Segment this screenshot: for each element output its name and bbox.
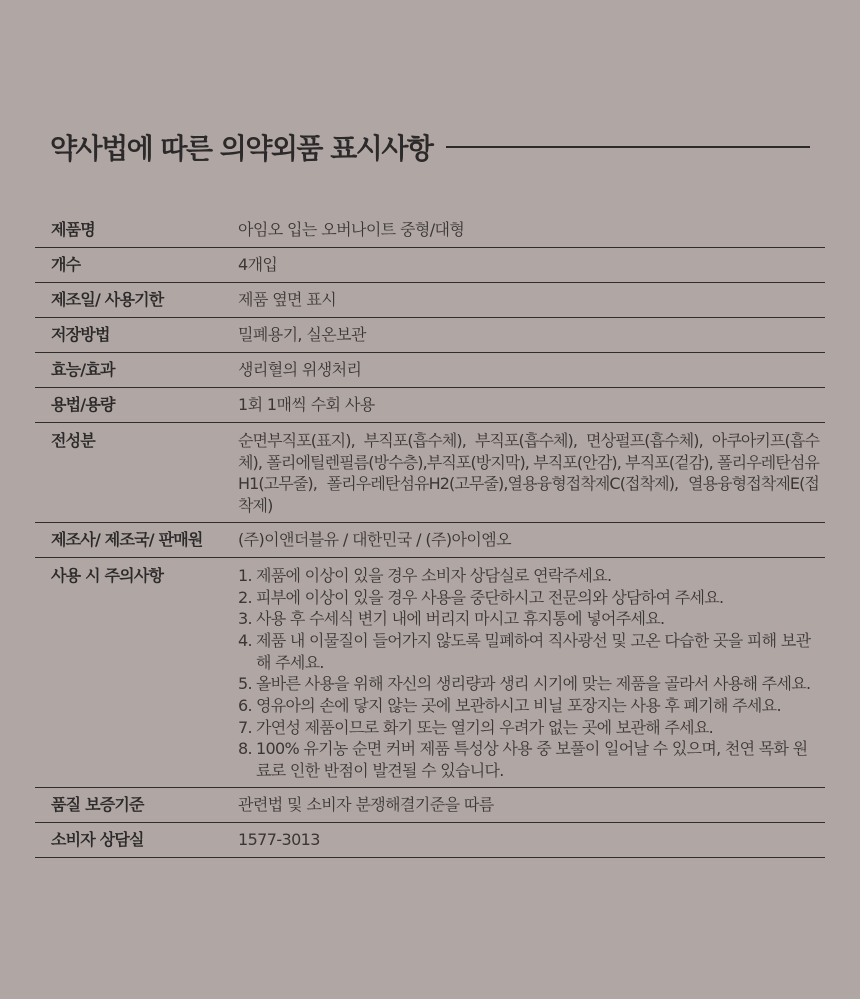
ingredients-text: 순면부직포(표지), 부직포(흡수체), 부직포(흡수체), 면상펄프(흡수체), 아쿠아키프(흡수체), 폴리에틸렌필름(방수층),부직포(방지막), 부직포(안감), 부직포(겉감), 폴리우레탄섬유H1(고무줄), 폴리우레탄섬유H2(고무줄),열용융형접착제C(접착제), 열용융형접착제E(접착제) bbox=[238, 431, 819, 516]
list-item-number: 4. bbox=[238, 630, 252, 650]
list-item-text: 제품 내 이물질이 들어가지 않도록 밀폐하여 직사광선 및 고온 다습한 곳을 피해 보관해 주세요. bbox=[256, 630, 811, 672]
list-item bbox=[238, 608, 819, 630]
row-label: 소비자 상담실 bbox=[51, 829, 144, 849]
row-label: 제조일/ 사용기한 bbox=[51, 290, 164, 309]
list-item bbox=[238, 587, 819, 609]
info-table bbox=[35, 213, 825, 858]
row-value: 아임오 입는 오버나이트 중형/대형 bbox=[238, 220, 465, 239]
list-item bbox=[238, 695, 819, 717]
title-divider bbox=[446, 146, 810, 148]
table-row-ingredients bbox=[35, 423, 825, 523]
row-label: 저장방법 bbox=[51, 325, 110, 344]
precautions-value bbox=[238, 565, 825, 782]
row-label: 제조사/ 제조국/ 판매원 bbox=[51, 529, 203, 549]
row-label: 전성분 bbox=[51, 431, 95, 450]
table-row-manufacturer bbox=[35, 523, 825, 558]
row-value: 1회 1매씩 수회 사용 bbox=[238, 395, 375, 414]
precautions-list bbox=[238, 565, 819, 782]
table-row-count bbox=[35, 248, 825, 283]
title-row bbox=[50, 127, 810, 167]
list-item bbox=[238, 717, 819, 739]
contact-phone: 1577-3013 bbox=[238, 829, 320, 849]
table-row-product-name bbox=[35, 213, 825, 248]
list-item bbox=[238, 738, 819, 781]
list-item-number: 7. bbox=[238, 717, 252, 737]
row-label: 품질 보증기준 bbox=[51, 794, 144, 814]
row-label: 제품명 bbox=[51, 220, 95, 239]
row-value: 제품 옆면 표시 bbox=[238, 290, 337, 309]
list-item-number: 3. bbox=[238, 609, 252, 629]
page-title: 약사법에 따른 의약외품 표시사항 bbox=[50, 132, 433, 165]
list-item-number: 2. bbox=[238, 587, 252, 607]
list-item-text: 사용 후 수세식 변기 내에 버리지 마시고 휴지통에 넣어주세요. bbox=[256, 609, 665, 629]
row-value: 밀폐용기, 실온보관 bbox=[238, 325, 366, 344]
list-item-text: 영유아의 손에 닿지 않는 곳에 보관하시고 비닐 포장지는 사용 후 폐기해 주세요. bbox=[256, 696, 781, 716]
list-item-number: 5. bbox=[238, 674, 252, 694]
table-row-efficacy bbox=[35, 353, 825, 388]
table-row-precautions bbox=[35, 558, 825, 788]
table-row-expiry bbox=[35, 283, 825, 318]
table-row-storage bbox=[35, 318, 825, 353]
row-value: (주)이앤더블유 / 대한민국 / (주)아이엠오 bbox=[238, 529, 511, 549]
list-item bbox=[238, 673, 819, 695]
list-item-text: 올바른 사용을 위해 자신의 생리량과 생리 시기에 맞는 제품을 골라서 사용해 주세요. bbox=[256, 674, 811, 694]
table-row-usage bbox=[35, 388, 825, 423]
row-label: 용법/용량 bbox=[51, 395, 115, 414]
row-value: 관련법 및 소비자 분쟁해결기준을 따름 bbox=[238, 794, 494, 814]
row-value: 4개입 bbox=[238, 255, 278, 274]
list-item-number: 1. bbox=[238, 565, 252, 585]
table-row-quality bbox=[35, 788, 825, 823]
list-item bbox=[238, 565, 819, 587]
row-label: 사용 시 주의사항 bbox=[51, 565, 164, 585]
list-item-text: 100% 유기농 순면 커버 제품 특성상 사용 중 보풀이 일어날 수 있으며, 천연 목화 원료로 인한 반점이 발견될 수 있습니다. bbox=[256, 739, 808, 781]
row-label: 개수 bbox=[51, 255, 81, 274]
list-item-text: 가연성 제품이므로 화기 또는 열기의 우려가 없는 곳에 보관해 주세요. bbox=[256, 717, 714, 737]
list-item-text: 피부에 이상이 있을 경우 사용을 중단하시고 전문의와 상담하여 주세요. bbox=[256, 587, 724, 607]
table-row-contact bbox=[35, 823, 825, 858]
list-item-number: 6. bbox=[238, 696, 252, 716]
row-label: 효능/효과 bbox=[51, 360, 115, 379]
list-item bbox=[238, 630, 819, 673]
list-item-number: 8. bbox=[238, 739, 252, 759]
list-item-text: 제품에 이상이 있을 경우 소비자 상담실로 연락주세요. bbox=[256, 565, 612, 585]
row-value: 생리혈의 위생처리 bbox=[238, 360, 362, 379]
